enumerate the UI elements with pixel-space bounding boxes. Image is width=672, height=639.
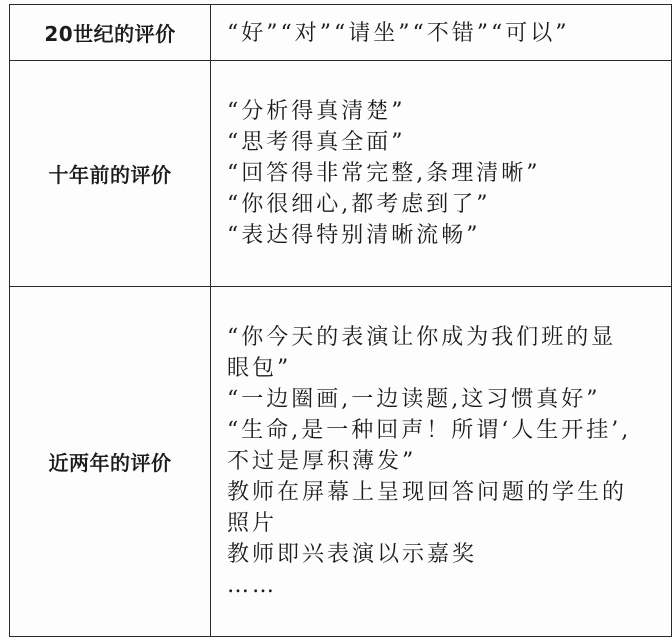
evaluation-line: 不过是厚积薄发”: [227, 449, 417, 474]
evaluation-line: 教师在屏幕上呈现回答问题的学生的: [227, 480, 628, 505]
evaluation-line: “回答得非常完整,条理清晰”: [227, 161, 541, 186]
evaluation-line: “表达得特别清晰流畅”: [227, 223, 481, 248]
row-content-20th-century: [211, 5, 672, 61]
table-row: [10, 287, 672, 637]
evaluation-line: “一边圈画,一边读题,这习惯真好”: [227, 387, 601, 412]
evaluation-line: 教师即兴表演以示嘉奖: [227, 542, 478, 567]
evaluation-line: 眼包”: [227, 356, 292, 381]
evaluation-line: “你很细心,都考虑到了”: [227, 192, 491, 217]
row-label-20th-century: 20世纪的评价: [10, 5, 211, 61]
row-content-recent-two-years: [211, 287, 672, 637]
table-row: [10, 61, 672, 287]
evaluation-line: “你今天的表演让你成为我们班的显: [227, 325, 617, 350]
evaluation-line: “生命,是一种回声！所谓‘人生开挂’,: [227, 418, 632, 443]
evaluation-line: 照片: [227, 511, 278, 536]
evaluation-table: [9, 4, 672, 637]
row-label-recent-two-years: 近两年的评价: [10, 287, 211, 637]
row-label-ten-years-ago: 十年前的评价: [10, 61, 211, 287]
row-content-ten-years-ago: [211, 61, 672, 287]
evaluation-line: “好”“对”“请坐”“不错”“可以”: [227, 21, 570, 46]
evaluation-line: “思考得真全面”: [227, 130, 406, 155]
evaluation-line: ……: [227, 573, 277, 598]
table-row: [10, 5, 672, 61]
evaluation-line: “分析得真清楚”: [227, 99, 406, 124]
